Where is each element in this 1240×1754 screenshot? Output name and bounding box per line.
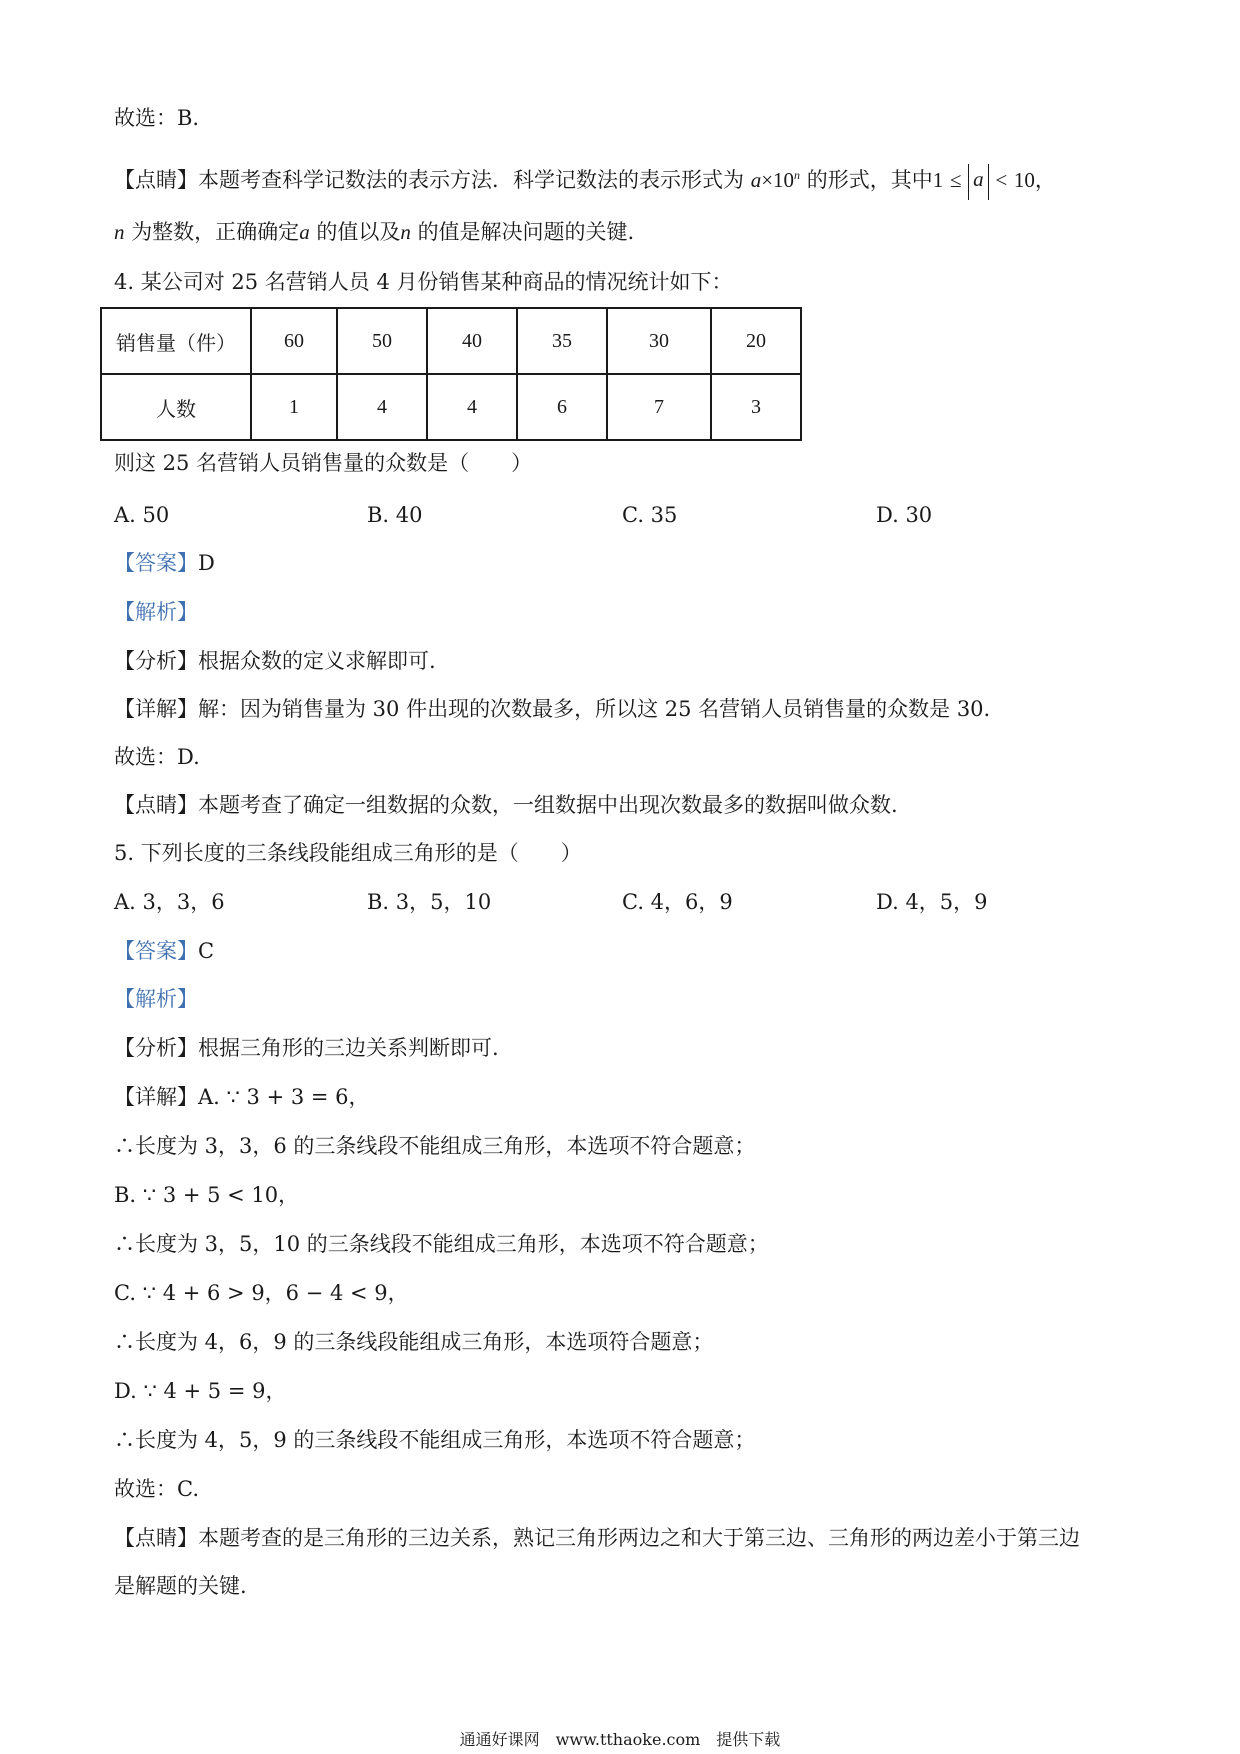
q5-detail-a [114, 1082, 370, 1112]
table-header-sales: 销售量（件） [101, 308, 251, 374]
table-cell: 3 [711, 374, 801, 440]
table-cell: 20 [711, 308, 801, 374]
math-a: a [750, 168, 762, 192]
q5-line-a: ∴长度为 3，3，6 的三条线段不能组成三角形，本选项不符合题意； [114, 1134, 756, 1158]
math-a2: a [299, 220, 310, 244]
math-n: n [114, 220, 125, 244]
table-row [101, 308, 801, 374]
table-header-people: 人数 [101, 374, 251, 440]
tip-text-2b: 的值以及 [316, 220, 401, 244]
detail-tag: 【详解】 [114, 1085, 198, 1109]
tip-text-mid: 的形式，其中 [806, 168, 933, 192]
answer-tag: 【答案】 [114, 939, 198, 963]
q5-answer [114, 936, 214, 966]
q5-line-b: ∴长度为 3，5，10 的三条线段不能组成三角形，本选项不符合题意； [114, 1232, 769, 1256]
tip-text: 本题考查了确定一组数据的众数，一组数据中出现次数最多的数据叫做众数. [198, 793, 898, 817]
q4-tip [114, 790, 898, 820]
math-ten: 10 [773, 168, 795, 192]
table-cell: 7 [607, 374, 711, 440]
q5-line-c: ∴长度为 4，6，9 的三条线段能组成三角形，本选项符合题意； [114, 1330, 714, 1354]
page-footer: 通通好课网 www.tthaoke.com 提供下载 [459, 1730, 781, 1749]
tip-tag: 【点睛】 [114, 168, 198, 192]
table-cell: 4 [337, 374, 427, 440]
tip-text: 本题考查的是三角形的三边关系，熟记三角形两边之和大于第三边、三角形的两边差小于第三边 [198, 1526, 1080, 1550]
q5-stem: 5. 下列长度的三条线段能组成三角形的是（ ） [114, 841, 582, 865]
q5-detail-b: B. ∵ 3 + 5 < 10， [114, 1183, 300, 1207]
math-one: 1 [932, 168, 944, 192]
q3-tip-line1 [114, 160, 1056, 200]
q4-stem: 4. 某公司对 25 名营销人员 4 月份销售某种商品的情况统计如下： [114, 270, 733, 294]
q5-detail-c: C. ∵ 4 + 6 > 9，6 − 4 < 9， [114, 1281, 409, 1305]
tip-tag: 【点睛】 [114, 793, 198, 817]
answer-value: D [198, 551, 215, 575]
math-lt: < [995, 168, 1008, 192]
math-times: × [761, 168, 774, 192]
table-cell: 35 [517, 308, 607, 374]
q4-detail [114, 694, 990, 724]
math-ten2: 10 [1013, 168, 1035, 192]
detail-tag: 【详解】 [114, 697, 198, 721]
math-abs-a: a [968, 164, 989, 200]
option-b: B. 3，5，10 [367, 890, 492, 914]
option-d: D. 30 [876, 503, 933, 527]
q4-answer [114, 548, 215, 578]
option-a: A. 3，3，6 [114, 890, 225, 914]
table-cell: 50 [337, 308, 427, 374]
table-cell: 1 [251, 374, 337, 440]
q5-choose: 故选：C. [114, 1477, 199, 1501]
q5-tip-line1 [114, 1523, 1080, 1553]
table-row [101, 374, 801, 440]
table-cell: 40 [427, 308, 517, 374]
q5-analysis-tag: 【解析】 [114, 987, 198, 1011]
answer-value: C [198, 939, 215, 963]
option-d: D. 4，5，9 [876, 890, 988, 914]
detail-a-text: A. ∵ 3 + 3 = 6， [198, 1085, 370, 1109]
tip-tag: 【点睛】 [114, 1526, 198, 1550]
tip-text-2a: 为整数，正确确定 [131, 220, 300, 244]
q4-fenxi [114, 646, 436, 676]
answer-tag: 【答案】 [114, 551, 198, 575]
fenxi-text: 根据众数的定义求解即可. [198, 649, 436, 673]
option-b: B. 40 [367, 503, 423, 527]
fenxi-text: 根据三角形的三边关系判断即可. [198, 1036, 499, 1060]
math-exp-n: n [794, 168, 801, 182]
q4-question: 则这 25 名营销人员销售量的众数是（ ） [114, 451, 533, 475]
fenxi-tag: 【分析】 [114, 649, 198, 673]
q5-fenxi [114, 1033, 499, 1063]
q5-detail-d: D. ∵ 4 + 5 = 9， [114, 1379, 287, 1403]
fenxi-tag: 【分析】 [114, 1036, 198, 1060]
tip-text-2c: 的值是解决问题的关键. [417, 220, 635, 244]
q5-line-d: ∴长度为 4，5，9 的三条线段不能组成三角形，本选项不符合题意； [114, 1428, 756, 1452]
choose-line-q3: 故选：B. [114, 106, 200, 130]
option-a: A. 50 [114, 503, 170, 527]
math-le: ≤ [949, 168, 962, 192]
q4-options [114, 500, 1114, 530]
table-cell: 30 [607, 308, 711, 374]
q5-tip-line2: 是解题的关键. [114, 1574, 247, 1598]
q4-choose: 故选：D. [114, 745, 200, 769]
math-comma: ， [1034, 168, 1056, 192]
detail-text: 解：因为销售量为 30 件出现的次数最多，所以这 25 名营销人员销售量的众数是 30. [198, 697, 991, 721]
table-cell: 6 [517, 374, 607, 440]
table-cell: 60 [251, 308, 337, 374]
q4-analysis-tag: 【解析】 [114, 600, 198, 624]
option-c: C. 4，6，9 [622, 890, 733, 914]
q5-options [114, 887, 1114, 917]
sales-table [100, 307, 802, 441]
math-n2: n [400, 220, 411, 244]
option-c: C. 35 [622, 503, 678, 527]
q3-tip-line2 [114, 217, 634, 247]
table-cell: 4 [427, 374, 517, 440]
tip-text: 本题考查科学记数法的表示方法．科学记数法的表示形式为 [198, 168, 744, 192]
